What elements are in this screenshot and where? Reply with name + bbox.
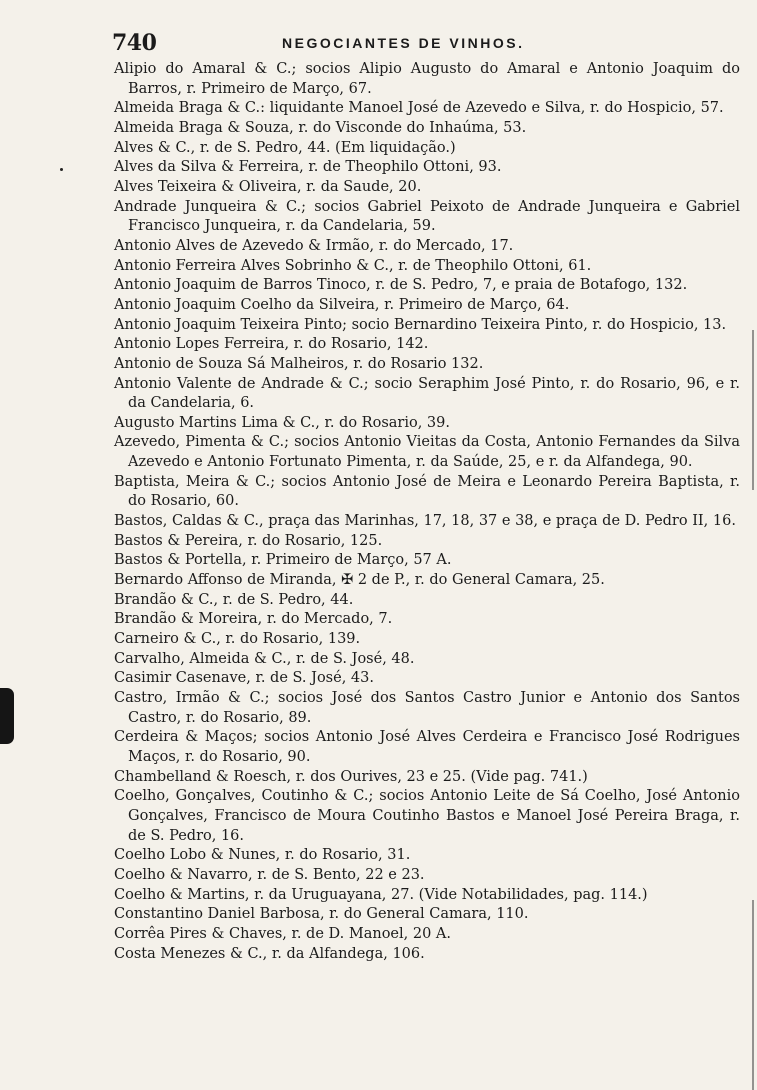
directory-entry: Casimir Casenave, r. de S. José, 43.: [114, 670, 374, 687]
directory-entry: Andrade Junqueira & C.; socios Gabriel Peixoto de Andrade Junqueira e Gabriel Francisco Junqueira, r. da Candelaria, 59.: [114, 198, 740, 235]
margin-line-top: [752, 330, 754, 490]
directory-entry: Antonio Joaquim de Barros Tinoco, r. de S. Pedro, 7, e praia de Botafogo, 132.: [114, 277, 688, 294]
page-number: 740: [112, 30, 157, 56]
directory-entry: Antonio Joaquim Teixeira Pinto; socio Bernardino Teixeira Pinto, r. do Hospicio, 13.: [114, 316, 727, 333]
page-edge-mark: [0, 688, 14, 744]
directory-entry: Coelho & Martins, r. da Uruguayana, 27. (Vide Notabilidades, pag. 114.): [114, 886, 648, 903]
directory-entry: Antonio Lopes Ferreira, r. do Rosario, 142.: [114, 336, 429, 353]
directory-entry: Antonio de Souza Sá Malheiros, r. do Rosario 132.: [114, 355, 484, 372]
directory-entry: Carvalho, Almeida & C., r. de S. José, 48.: [114, 650, 415, 667]
page-header: [112, 30, 732, 58]
directory-entry: Alves & C., r. de S. Pedro, 44. (Em liquidação.): [114, 139, 456, 156]
directory-entry: Coelho & Navarro, r. de S. Bento, 22 e 23.: [114, 866, 425, 883]
directory-entry: Alves da Silva & Ferreira, r. de Theophilo Ottoni, 93.: [114, 159, 502, 176]
directory-entry: Almeida Braga & Souza, r. do Visconde do Inhaúma, 53.: [114, 119, 527, 136]
directory-entry: Augusto Martins Lima & C., r. do Rosario, 39.: [114, 414, 450, 431]
directory-entry: Coelho Lobo & Nunes, r. do Rosario, 31.: [114, 847, 411, 864]
directory-entry: Antonio Alves de Azevedo & Irmão, r. do Mercado, 17.: [114, 237, 514, 254]
directory-entry: Castro, Irmão & C.; socios José dos Santos Castro Junior e Antonio dos Santos Castro, r. do Rosario, 89.: [114, 690, 740, 726]
directory-entry: Baptista, Meira & C.; socios Antonio José de Meira e Leonardo Pereira Baptista, r. do Rosario, 60.: [114, 473, 740, 510]
ink-speck: [60, 168, 63, 171]
directory-entry: Azevedo, Pimenta & C.; socios Antonio Vieitas da Costa, Antonio Fernandes da Silva Azevedo e Antonio Fortunato Pimenta, r. da Saúde, 25, e r. da Alfandega, 90.: [114, 434, 740, 471]
directory-entry: Bastos & Pereira, r. do Rosario, 125.: [114, 532, 383, 549]
directory-entry: Antonio Joaquim Coelho da Silveira, r. Primeiro de Março, 64.: [114, 296, 570, 313]
directory-entry: Bastos & Portella, r. Primeiro de Março, 57 A.: [114, 552, 452, 569]
directory-entry: Alipio do Amaral & C.; socios Alipio Augusto do Amaral e Antonio Joaquim do Barros, r. Primeiro de Março, 67.: [114, 61, 740, 97]
directory-entry: Cerdeira & Maços; socios Antonio José Alves Cerdeira e Francisco José Rodrigues Maços, r. do Rosario, 90.: [114, 729, 740, 765]
directory-entry: Bernardo Affonso de Miranda, ✠ 2 de P., r. do General Camara, 25.: [114, 572, 605, 589]
directory-entry: Constantino Daniel Barbosa, r. do General Camara, 110.: [114, 906, 529, 923]
directory-entry: Coelho, Gonçalves, Coutinho & C.; socios Antonio Leite de Sá Coelho, José Antonio Gonçalves, Francisco de Moura Coutinho Bastos e Manoel José Pereira Braga, r. de S. Pedro, 16.: [114, 788, 740, 844]
directory-entry: Alves Teixeira & Oliveira, r. da Saude, 20.: [114, 178, 422, 195]
directory-entry: Brandão & C., r. de S. Pedro, 44.: [114, 591, 354, 608]
directory-entry: Almeida Braga & C.: liquidante Manoel José de Azevedo e Silva, r. do Hospicio, 57.: [114, 100, 724, 117]
running-head: NEGOCIANTES DE VINHOS.: [282, 35, 525, 51]
directory-entry: Antonio Valente de Andrade & C.; socio Seraphim José Pinto, r. do Rosario, 96, e r. da Candelaria, 6.: [114, 375, 740, 412]
directory-entry: Corrêa Pires & Chaves, r. de D. Manoel, 20 A.: [114, 925, 451, 942]
directory-entry: Brandão & Moreira, r. do Mercado, 7.: [114, 611, 393, 628]
directory-entry: Chambelland & Roesch, r. dos Ourives, 23 e 25. (Vide pag. 741.): [114, 768, 588, 785]
entry-list: [114, 60, 740, 964]
directory-entry: Antonio Ferreira Alves Sobrinho & C., r. de Theophilo Ottoni, 61.: [114, 257, 592, 274]
directory-entry: Bastos, Caldas & C., praça das Marinhas, 17, 18, 37 e 38, e praça de D. Pedro II, 16.: [114, 513, 736, 530]
directory-entry: Costa Menezes & C., r. da Alfandega, 106.: [114, 945, 425, 962]
directory-entry: Carneiro & C., r. do Rosario, 139.: [114, 631, 361, 648]
margin-line-bottom: [752, 900, 754, 1090]
